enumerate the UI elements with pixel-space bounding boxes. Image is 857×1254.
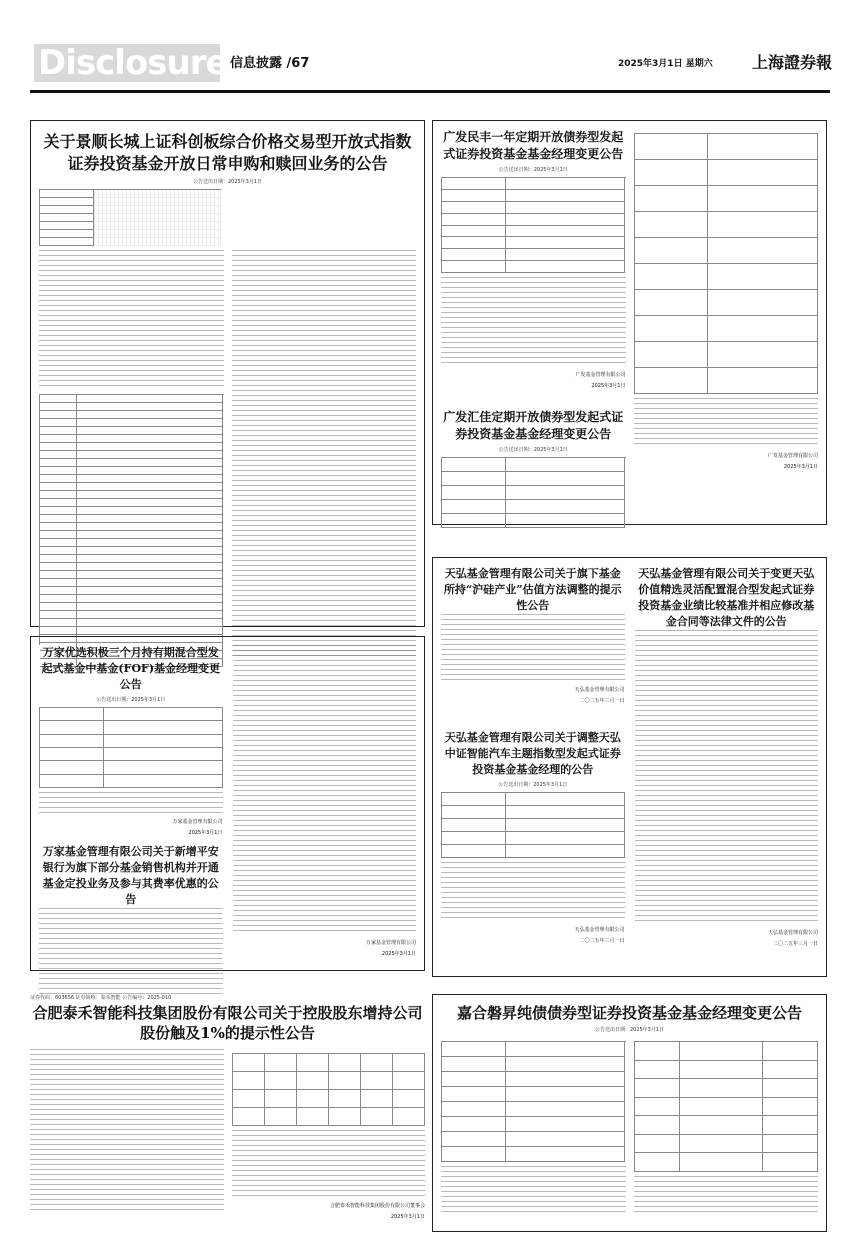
announcement-title: 天弘基金管理有限公司关于旗下基金所持“沪硅产业”估值方法调整的提示性公告	[443, 567, 622, 612]
announcement-title: 嘉合磐昇纯债债券型证券投资基金基金经理变更公告	[456, 1004, 802, 1022]
left-column	[39, 250, 224, 660]
signature-date: 2025年3月1日	[783, 464, 818, 470]
signature-date: 2025年3月1日	[381, 951, 416, 957]
announcement-date: 公告送出日期：2025年3月1日	[594, 1027, 665, 1033]
signature-date: 2025年3月1日	[390, 1214, 425, 1220]
announcement-panel	[432, 994, 827, 1232]
basic-info-table	[441, 1041, 626, 1162]
newspaper-logo: 上海證券報	[752, 53, 833, 72]
signature: 天弘基金管理有限公司	[574, 927, 625, 933]
announcement-title: 广发民丰一年定期开放债券型发起式证券投资基金基金经理变更公告	[443, 130, 624, 161]
announcement-title: 天弘基金管理有限公司关于调整天弘中证智能汽车主题指数型发起式证券投资基金基金经理的公告	[444, 731, 621, 776]
signature: 万家基金管理有限公司	[365, 940, 416, 946]
manager-info-table	[634, 133, 819, 394]
fund-info-table	[39, 189, 221, 246]
masthead	[0, 0, 857, 98]
basic-info-table	[441, 792, 625, 858]
stock-meta: 证券代码：603656 证券简称：泰禾智能 公告编号：2025-010	[30, 995, 172, 1001]
announcement-panel	[432, 557, 827, 977]
signature: 广发基金管理有限公司	[767, 453, 818, 459]
manager-history-table	[634, 1041, 819, 1172]
announcement-date: 公告送出日期：2025年3月1日	[498, 167, 568, 173]
announcement-title: 万家优选积极三个月持有期混合型发起式基金中基金(FOF)基金经理变更公告	[41, 646, 221, 691]
announcement-panel	[30, 120, 425, 627]
signature: 合肥泰禾智能科技集团股份有限公司董事会	[329, 1203, 425, 1209]
signature: 天弘基金管理有限公司	[767, 930, 818, 936]
announcement-panel	[432, 120, 827, 525]
corporate-notice	[30, 994, 425, 1232]
announcement-title: 万家基金管理有限公司关于新增平安银行为旗下部分基金销售机构并开通基金定投业务及参与其费率优惠的公告	[42, 845, 219, 906]
section-title: 信息披露 /67	[230, 56, 310, 71]
basic-info-table	[441, 457, 626, 528]
signature-date: 2025年3月1日	[188, 830, 223, 836]
shareholding-table	[232, 1053, 426, 1126]
header-rule	[30, 90, 830, 93]
announcement-date: 公告送出日期：2025年3月1日	[192, 179, 263, 185]
sales-agency-table	[39, 394, 224, 645]
announcement-date: 公告送出日期：2025年3月1日	[498, 782, 568, 788]
announcement-title: 天弘基金管理有限公司关于变更天弘价值精选灵活配置混合型发起式证券投资基金业绩比较基准并相应修改基金合同等法律文件的公告	[638, 567, 815, 628]
signature: 万家基金管理有限公司	[172, 819, 223, 825]
announcement-title: 广发汇佳定期开放债券型发起式证券投资基金基金经理变更公告	[443, 410, 624, 441]
signature-date: 二〇二五年三月一日	[772, 941, 818, 947]
brand-banner: Disclosure	[34, 44, 220, 82]
announcement-date: 公告送出日期：2025年3月1日	[498, 447, 568, 453]
announcement-date: 公告送出日期：2025年3月1日	[96, 697, 166, 703]
signature: 天弘基金管理有限公司	[574, 687, 625, 693]
announcement-title: 合肥泰禾智能科技集团股份有限公司关于控股股东增持公司股份触及1%的提示性公告	[32, 1004, 423, 1042]
basic-info-table	[441, 177, 626, 273]
signature-date: 2025年3月1日	[591, 383, 626, 389]
right-column	[232, 250, 417, 660]
announcement-title: 关于景顺长城上证科创板综合价格交易型开放式指数证券投资基金开放日常申购和赎回业务的公告	[43, 132, 412, 173]
signature-date: 二〇二五年三月一日	[579, 938, 625, 944]
signature-date: 二〇二五年三月一日	[579, 698, 625, 704]
announcement-panel	[30, 636, 425, 971]
signature: 广发基金管理有限公司	[575, 372, 626, 378]
basic-info-table	[39, 707, 223, 788]
publication-date: 2025年3月1日 星期六	[618, 59, 713, 69]
